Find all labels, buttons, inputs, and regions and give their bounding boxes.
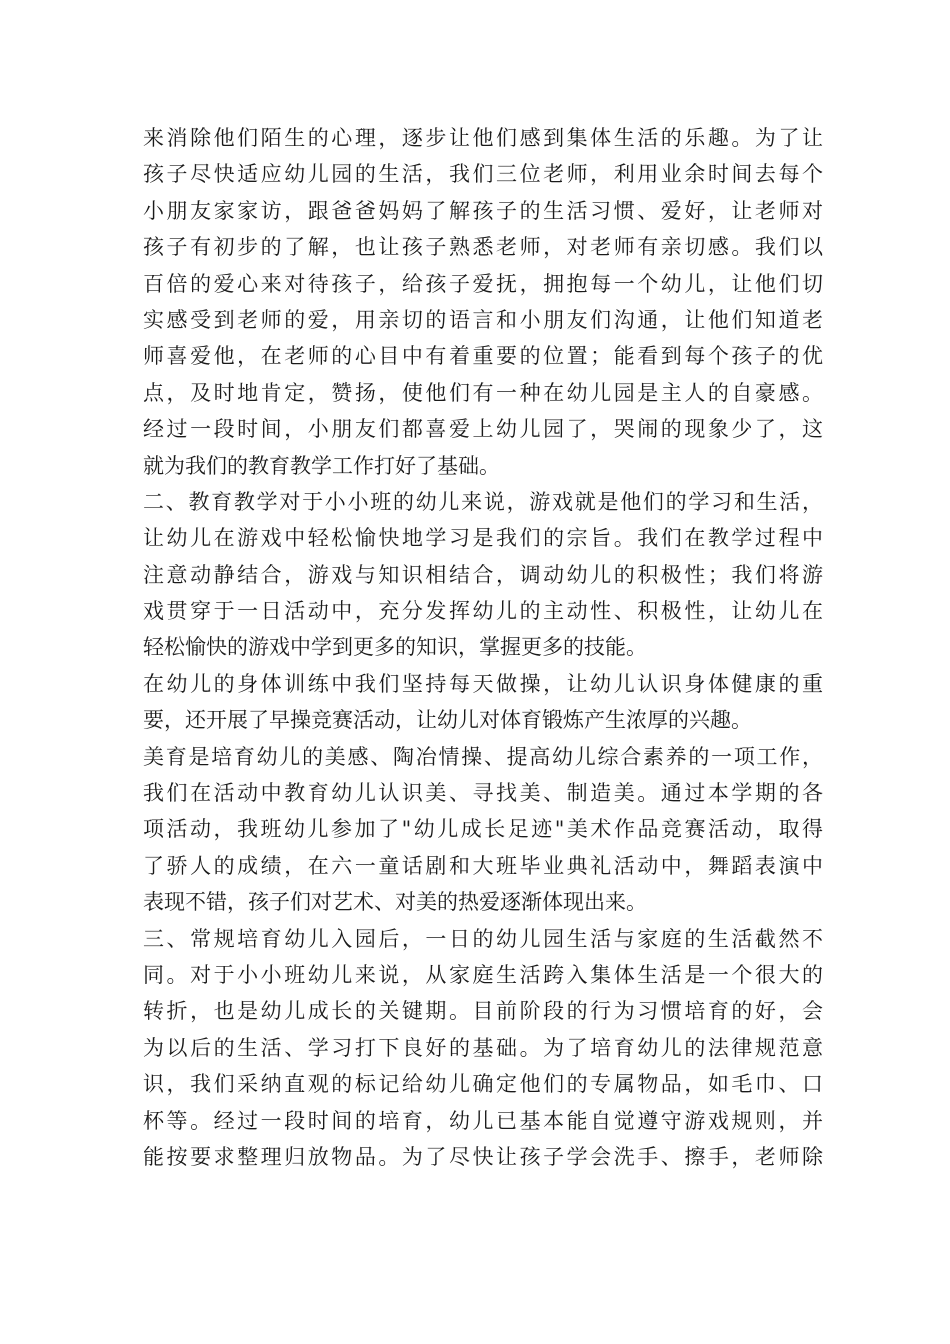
text-line: 美育是培育幼儿的美感、陶冶情操、提高幼儿综合素养的一项工作， bbox=[143, 744, 823, 769]
text-line: 来消除他们陌生的心理，逐步让他们感到集体生活的乐趣。为了让 bbox=[143, 126, 823, 150]
text-line: 为以后的生活、学习打下良好的基础。为了培育幼儿的法律规范意 bbox=[143, 1035, 823, 1060]
text-line: 百倍的爱心来对待孩子，给孩子爱抚，拥抱每一个幼儿，让他们切 bbox=[143, 271, 823, 296]
text-line: 小朋友家家访，跟爸爸妈妈了解孩子的生活习惯、爱好，让老师对 bbox=[143, 198, 823, 223]
text-line: 让幼儿在游戏中轻松愉快地学习是我们的宗旨。我们在教学过程中 bbox=[143, 526, 823, 551]
text-line: 二、教育教学对于小小班的幼儿来说，游戏就是他们的学习和生活， bbox=[143, 489, 823, 514]
text-line: 孩子有初步的了解，也让孩子熟悉老师，对老师有亲切感。我们以 bbox=[143, 235, 823, 260]
text-line: 点，及时地肯定，赞扬，使他们有一种在幼儿园是主人的自豪感。 bbox=[143, 380, 823, 405]
text-line: 戏贯穿于一日活动中，充分发挥幼儿的主动性、积极性，让幼儿在 bbox=[143, 599, 823, 624]
text-line: 在幼儿的身体训练中我们坚持每天做操，让幼儿认识身体健康的重 bbox=[143, 671, 823, 696]
text-line: 能按要求整理归放物品。为了尽快让孩子学会洗手、擦手，老师除 bbox=[143, 1144, 823, 1169]
text-line: 同。对于小小班幼儿来说，从家庭生活跨入集体生活是一个很大的 bbox=[143, 962, 823, 987]
text-line: 三、常规培育幼儿入园后，一日的幼儿园生活与家庭的生活截然不 bbox=[143, 926, 823, 951]
text-line: 轻松愉快的游戏中学到更多的知识，掌握更多的技能。 bbox=[143, 635, 647, 660]
text-line: 表现不错，孩子们对艺术、对美的热爱逐渐体现出来。 bbox=[143, 890, 647, 915]
text-line: 我们在活动中教育幼儿认识美、寻找美、制造美。通过本学期的各 bbox=[143, 781, 823, 806]
text-line: 孩子尽快适应幼儿园的生活，我们三位老师，利用业余时间去每个 bbox=[143, 162, 823, 187]
text-line: 要，还开展了早操竞赛活动，让幼儿对体育锻炼产生浓厚的兴趣。 bbox=[143, 708, 752, 733]
text-line: 了骄人的成绩，在六一童话剧和大班毕业典礼活动中，舞蹈表演中 bbox=[143, 853, 823, 878]
text-line: 项活动，我班幼儿参加了"幼儿成长足迹"美术作品竞赛活动，取得 bbox=[143, 817, 823, 842]
text-line: 经过一段时间，小朋友们都喜爱上幼儿园了，哭闹的现象少了，这 bbox=[143, 417, 823, 442]
text-line: 就为我们的教育教学工作打好了基础。 bbox=[143, 453, 500, 478]
text-line: 实感受到老师的爱，用亲切的语言和小朋友们沟通，让他们知道老 bbox=[143, 307, 823, 332]
text-line: 杯等。经过一段时间的培育，幼儿已基本能自觉遵守游戏规则，并 bbox=[143, 1108, 823, 1133]
text-line: 师喜爱他，在老师的心目中有着重要的位置；能看到每个孩子的优 bbox=[143, 344, 823, 369]
text-line: 转折，也是幼儿成长的关键期。目前阶段的行为习惯培育的好，会 bbox=[143, 999, 823, 1024]
text-line: 注意动静结合，游戏与知识相结合，调动幼儿的积极性；我们将游 bbox=[143, 562, 823, 587]
text-line: 识，我们采纳直观的标记给幼儿确定他们的专属物品，如毛巾、口 bbox=[143, 1072, 823, 1097]
document-body-text bbox=[143, 120, 823, 1175]
